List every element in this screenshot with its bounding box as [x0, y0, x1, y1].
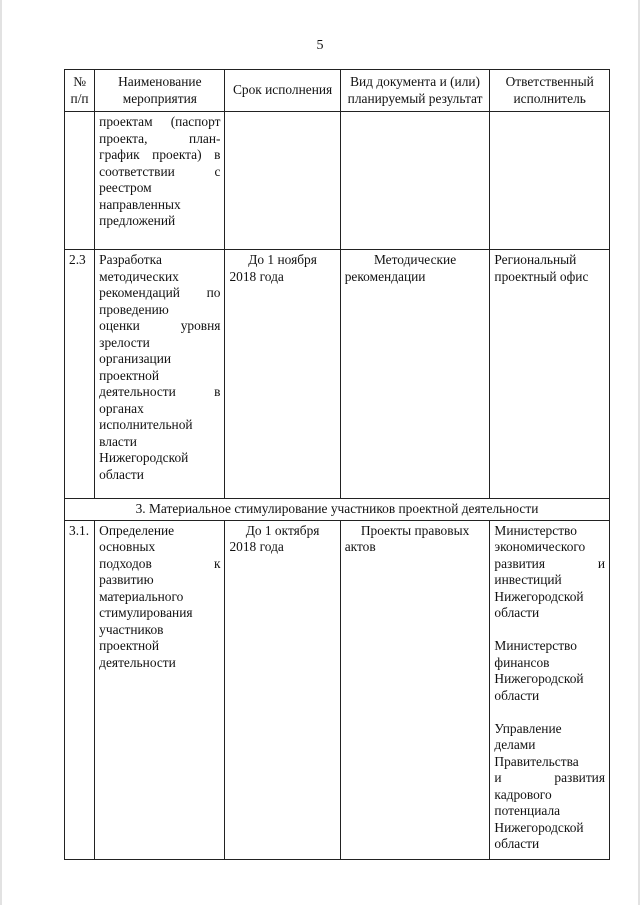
cell-line: проектной	[99, 367, 160, 383]
cell-line: власти	[99, 433, 137, 449]
page-number: 5	[316, 38, 324, 53]
cell-line: Управление	[494, 720, 562, 736]
cell-num: 2.3	[65, 250, 95, 499]
table-row-3-1	[65, 520, 610, 859]
cell-line: области	[494, 605, 540, 620]
header-name: Наименование мероприятия	[95, 70, 225, 112]
section-header-row	[65, 499, 610, 521]
cell-line: области	[494, 836, 540, 851]
cell-line: зрелости	[99, 334, 150, 350]
cell-line: До 1 ноября	[248, 252, 317, 267]
cell-line: кадрового	[494, 786, 552, 802]
cell-doc	[340, 520, 490, 859]
cell-exec	[490, 112, 610, 250]
cell-line: график проекта) в	[99, 147, 221, 162]
cell-line: подходов к	[99, 555, 221, 571]
cell-line: области	[494, 687, 540, 703]
header-num: № п/п	[65, 70, 95, 112]
section-title: 3. Материальное стимулирование участников проектной деятельности	[65, 499, 610, 521]
header-exec: Ответственный исполнитель	[490, 70, 610, 112]
cell-line: рекомендаций по	[99, 285, 221, 300]
cell-line: потенциала	[494, 803, 561, 818]
cell-num: 3.1.	[65, 520, 95, 859]
cell-line: финансов	[494, 654, 550, 670]
cell-line: реестром	[99, 180, 152, 195]
cell-line: Методические	[373, 252, 457, 267]
cell-line: проектам (паспорт	[99, 114, 221, 129]
cell-exec	[490, 520, 610, 859]
cell-line: участников	[99, 621, 164, 637]
group-gap	[494, 704, 605, 721]
cell-line: До 1 октября	[245, 522, 320, 538]
table-row-continuation	[65, 112, 610, 250]
cell-line: 2018 года	[229, 268, 284, 284]
cell-term	[225, 520, 340, 859]
cell-line: предложений	[99, 213, 176, 228]
cell-line: проекта, план-	[99, 130, 221, 146]
cell-name	[95, 250, 225, 499]
events-table	[64, 69, 610, 860]
cell-line: актов	[344, 539, 376, 554]
cell-line: материального	[99, 588, 184, 604]
cell-term	[225, 250, 340, 499]
cell-line: Определение	[99, 522, 175, 538]
cell-line: Министерство	[494, 522, 577, 538]
cell-term	[225, 112, 340, 250]
cell-name	[95, 112, 225, 250]
cell-doc	[340, 112, 490, 250]
cell-line: Проекты правовых	[360, 522, 470, 538]
cell-line: проектный офис	[494, 268, 589, 284]
cell-line: инвестиций	[494, 572, 562, 587]
cell-line: оценки уровня	[99, 318, 221, 333]
cell-line: Региональный	[494, 252, 577, 267]
cell-line: направленных	[99, 196, 181, 212]
cell-doc	[340, 250, 490, 499]
cell-line: стимулирования	[99, 605, 193, 620]
cell-line: Правительства	[494, 753, 579, 769]
cell-line: организации	[99, 351, 172, 366]
cell-line: Нижегородской	[494, 671, 584, 686]
cell-line: развитию	[99, 572, 154, 587]
header-term: Срок исполнения	[225, 70, 340, 112]
cell-line: проведению	[99, 301, 169, 317]
cell-line: основных	[99, 539, 156, 554]
cell-line: экономического	[494, 539, 586, 554]
cell-line: Разработка	[99, 252, 162, 267]
cell-line: методических	[99, 268, 179, 284]
cell-line: 2018 года	[229, 539, 284, 554]
table-header-row	[65, 70, 610, 112]
cell-line: деятельности в	[99, 384, 221, 399]
cell-num	[65, 112, 95, 250]
cell-line: Министерство	[494, 638, 577, 653]
cell-line: Нижегородской	[494, 819, 584, 835]
cell-exec	[490, 250, 610, 499]
cell-line: деятельности	[99, 654, 176, 670]
cell-line: рекомендации	[344, 268, 426, 284]
cell-line: органах	[99, 400, 144, 416]
cell-line: проектной	[99, 638, 160, 653]
scan-edge-left	[0, 0, 2, 905]
header-doc: Вид документа и (или) планируемый результат	[340, 70, 490, 112]
cell-name	[95, 520, 225, 859]
cell-line: делами	[494, 737, 536, 752]
group-gap	[494, 622, 605, 639]
cell-line: исполнительной	[99, 417, 193, 432]
cell-line: и развития	[494, 770, 605, 785]
cell-line: Нижегородской	[99, 450, 189, 465]
cell-line: Нижегородской	[494, 588, 584, 604]
cell-line: соответствии с	[99, 163, 221, 179]
cell-line: развития и	[494, 555, 605, 571]
cell-line: области	[99, 466, 144, 482]
table-row-2-3	[65, 250, 610, 499]
